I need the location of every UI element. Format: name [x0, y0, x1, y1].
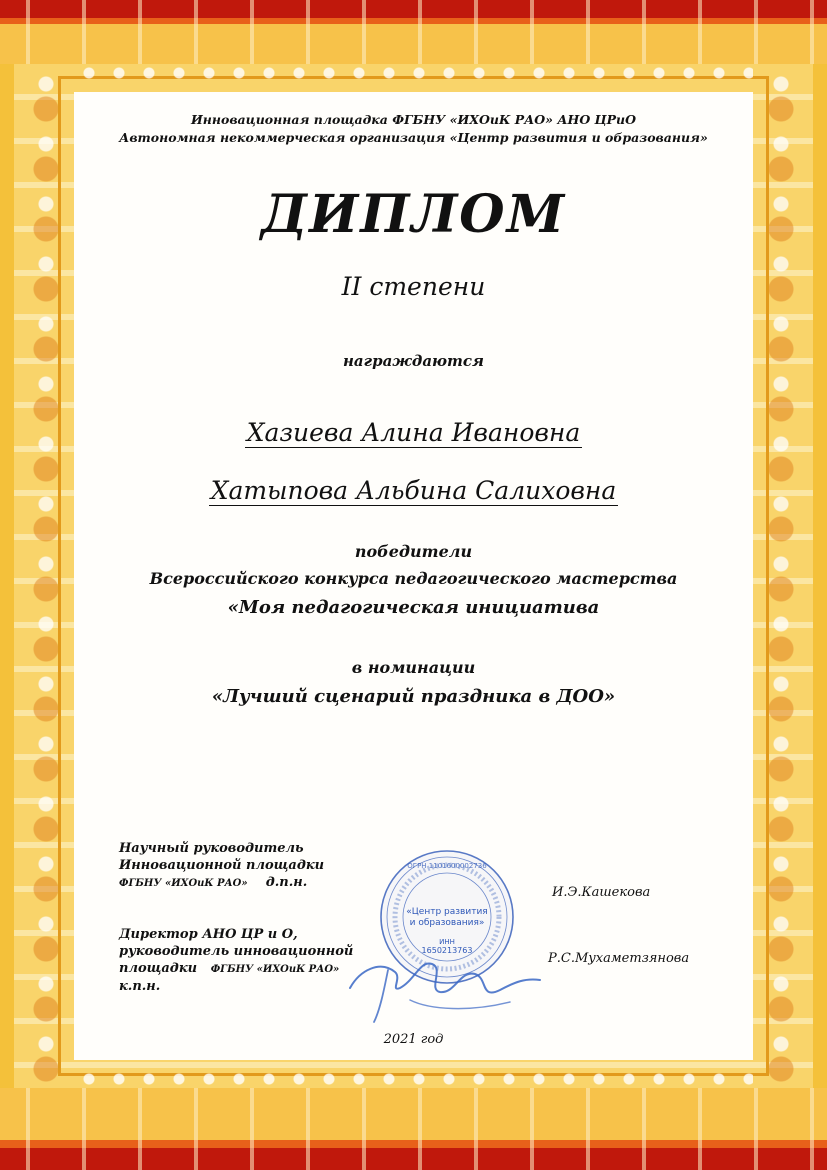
nomination-label: в номинации — [351, 658, 476, 677]
signatory-1-line-2: Инновационной площадки — [119, 858, 325, 873]
nomination-title: «Лучший сценарий праздника в ДОО» — [211, 686, 616, 707]
signatory-2-line-3 — [119, 960, 353, 978]
signatory-1-name: И.Э.Кашекова — [552, 885, 651, 900]
contest-name: Всероссийского конкурса педагогического мастерства — [149, 569, 678, 588]
seal-inn-label: ИНН — [439, 938, 455, 946]
recipient-name — [0, 476, 827, 505]
bottom-decorative-band — [0, 1088, 827, 1170]
recipient-name-text: Хатыпова Альбина Салиховна — [210, 476, 617, 505]
winners-label: победители — [354, 542, 473, 561]
diploma-degree: II степени — [341, 272, 486, 301]
seal-inn-number: 1650213763 — [421, 946, 473, 955]
signatory-1-line-3 — [119, 874, 324, 892]
signatory-1-title — [119, 840, 324, 892]
signatory-1-line-1: Научный руководитель — [119, 841, 304, 856]
contest-title: «Моя педагогическая инициатива — [227, 597, 600, 618]
frame-ornament-top — [74, 66, 753, 80]
organization-line-2: Автономная некоммерческая организация «Центр развития и образования» — [119, 130, 708, 145]
signatory-2-line-2: руководитель инновационной — [119, 944, 354, 959]
seal-center-text-1: «Центр развития — [406, 907, 488, 917]
organization-line-1: Инновационная площадка ФГБНУ «ИХОиК РАО» АНО ЦРиО — [190, 112, 637, 127]
seal-center-text-2: и образования» — [409, 918, 485, 928]
seal-ogrn: ОГРН 1101600002736 — [407, 862, 487, 870]
recipient-name-text: Хазиева Алина Ивановна — [246, 418, 581, 447]
recipient-name — [0, 418, 827, 447]
signatory-2-line-1: Директор АНО ЦР и О, — [119, 927, 298, 942]
diploma-title: ДИПЛОМ — [260, 184, 567, 245]
signatory-1-degree: д.п.н. — [265, 875, 308, 890]
signatory-2-prefix: площадки — [119, 961, 198, 976]
signatory-2-title — [119, 926, 353, 995]
signatory-2-org: ФГБНУ «ИХОиК РАО» — [210, 964, 340, 975]
signatory-2-degree: к.п.н. — [119, 979, 161, 994]
handwritten-signature — [340, 930, 550, 1030]
year-label: 2021 год — [383, 1032, 444, 1047]
signatory-2-name: Р.С.Мухаметзянова — [548, 951, 690, 966]
signatory-1-org: ФГБНУ «ИХОиК РАО» — [119, 878, 248, 889]
frame-ornament-bottom — [74, 1072, 753, 1086]
awarded-label: награждаются — [343, 352, 484, 370]
top-decorative-band — [0, 0, 827, 64]
